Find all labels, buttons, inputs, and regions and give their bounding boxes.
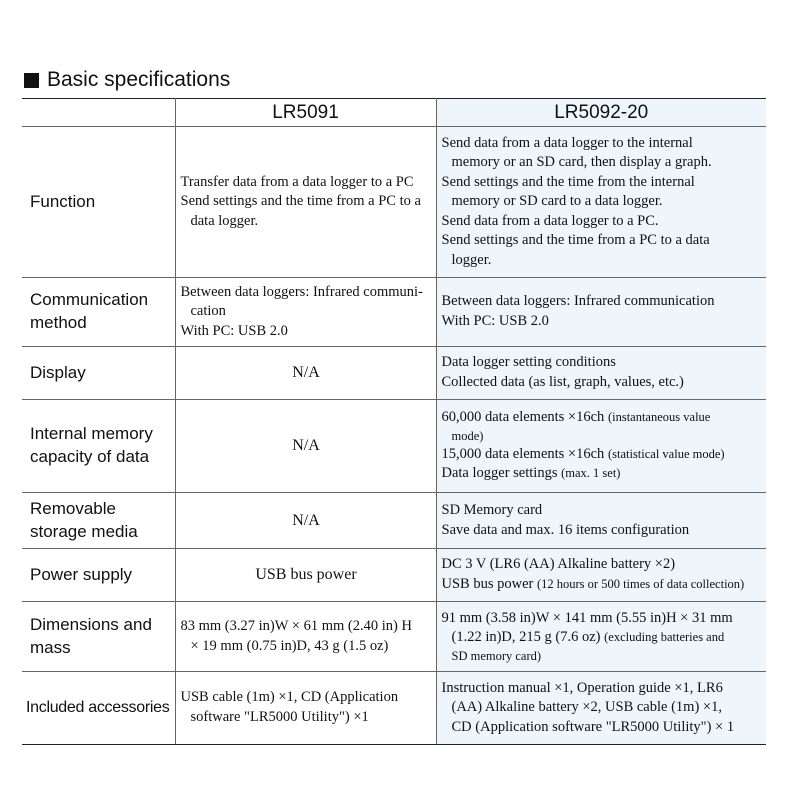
table-row-power-supply [22,549,766,602]
cell-line: With PC: USB 2.0 [180,322,288,339]
cell-removable-lr5092 [436,493,766,549]
cell-line [442,628,763,648]
cell-note: (excluding batteries and [604,630,725,645]
cell-accessories-lr5091 [175,672,436,745]
cell-memory-lr5092 [436,400,766,493]
square-bullet-icon [24,73,39,88]
cell-line: Send settings and the time from a PC to a [180,193,421,210]
cell-line: Send settings and the time from a PC to a data [441,232,710,249]
cell-line: 91 mm (3.58 in)W × 141 mm (5.55 in)H × 31 mm [441,609,733,626]
cell-line: SD Memory card [441,501,543,518]
cell-communication-lr5092 [436,278,766,347]
row-label-communication [22,278,175,347]
row-label-accessories: Included accessories [22,672,175,745]
cell-line: logger. [451,251,492,268]
cell-line: 83 mm (3.27 in)W × 61 mm (2.40 in) H [180,617,412,634]
row-label-power-supply: Power supply [22,549,175,602]
row-label-removable-media [22,493,175,549]
table-row-dimensions [22,602,766,672]
cell-line: Save data and max. 16 items configuration [441,521,690,538]
cell-line: Send data from a data logger to a PC. [441,212,659,229]
label-line: method [30,313,87,332]
cell-dimensions-lr5091 [175,602,436,672]
cell-line: software "LR5000 Utility") ×1 [190,709,369,725]
cell-line: × 19 mm (0.75 in)D, 43 g (1.5 oz) [190,637,389,654]
cell-line: DC 3 V (LR6 (AA) Alkaline battery ×2) [441,556,676,573]
cell-line: cation [190,303,226,320]
cell-line: Transfer data from a data logger to a PC [180,173,414,190]
label-line: mass [30,637,71,657]
cell-note: (statistical value mode) [607,446,725,461]
label-line: Dimensions and [30,614,152,634]
cell-line: Data logger setting conditions [441,354,616,371]
cell-removable-lr5091: N/A [175,493,436,549]
cell-line [442,464,763,484]
cell-line: Between data loggers: Infrared communi- [180,283,423,300]
cell-accessories-lr5092 [436,672,766,745]
row-label-dimensions [22,602,175,672]
cell-line: Instruction manual ×1, Operation guide ×1, LR6 [441,679,723,696]
label-line: capacity of data [30,447,150,466]
section-title: Basic specifications [47,68,231,91]
header-empty-cell [22,99,175,127]
cell-function-lr5091 [175,127,436,278]
table-row-communication [22,278,766,347]
row-label-memory [22,400,175,493]
cell-line: memory or an SD card, then display a graph. [451,154,712,171]
cell-display-lr5092 [436,347,766,400]
cell-line: (AA) Alkaline battery ×2, USB cable (1m) ×1, [451,699,722,716]
cell-text: USB bus power [441,576,537,592]
cell-line: With PC: USB 2.0 [441,313,549,329]
cell-power-lr5092 [436,549,766,602]
cell-note: mode) [451,428,484,443]
cell-line: CD (Application software "LR5000 Utility") × 1 [451,718,735,735]
cell-line: memory or SD card to a data logger. [451,193,663,210]
table-row-accessories [22,672,766,745]
cell-line: Collected data (as list, graph, values, etc.) [441,374,684,390]
cell-text: 15,000 data elements ×16ch [441,445,608,462]
cell-line: USB cable (1m) ×1, CD (Application [180,689,399,706]
cell-power-lr5091: USB bus power [175,549,436,602]
table-row-display [22,347,766,400]
cell-text: 60,000 data elements ×16ch [441,409,608,426]
cell-note: (12 hours or 500 times of data collection) [536,577,745,591]
cell-line [442,445,763,465]
cell-line [442,575,763,595]
header-model-lr5091: LR5091 [175,99,436,127]
cell-memory-lr5091: N/A [175,400,436,493]
row-label-function: Function [22,127,175,278]
cell-line [442,408,763,428]
section-heading [24,68,230,92]
table-row-function [22,127,766,278]
header-row [22,99,766,127]
table-row-memory [22,400,766,493]
cell-line: Send data from a data logger to the internal [441,134,693,151]
cell-note: (max. 1 set) [561,466,621,481]
header-model-lr5092-20: LR5092-20 [436,99,766,127]
cell-dimensions-lr5092 [436,602,766,672]
cell-display-lr5091: N/A [175,347,436,400]
cell-line: Send settings and the time from the internal [441,173,695,190]
cell-communication-lr5091 [175,278,436,347]
cell-note: (instantaneous value [607,410,711,425]
cell-line: Between data loggers: Infrared communication [441,293,715,310]
row-label-display: Display [22,347,175,400]
cell-text: Data logger settings [441,465,562,482]
spec-table [22,98,766,745]
cell-note: SD memory card) [451,648,542,663]
label-line: Communication [30,290,149,310]
label-line: Internal memory [30,424,153,444]
cell-text: (1.22 in)D, 215 g (7.6 oz) [451,629,605,646]
cell-function-lr5092 [436,127,766,278]
cell-line: data logger. [190,212,259,229]
label-line: storage media [30,521,138,541]
table-row-removable-media [22,493,766,549]
label-line: Removable [30,498,116,518]
